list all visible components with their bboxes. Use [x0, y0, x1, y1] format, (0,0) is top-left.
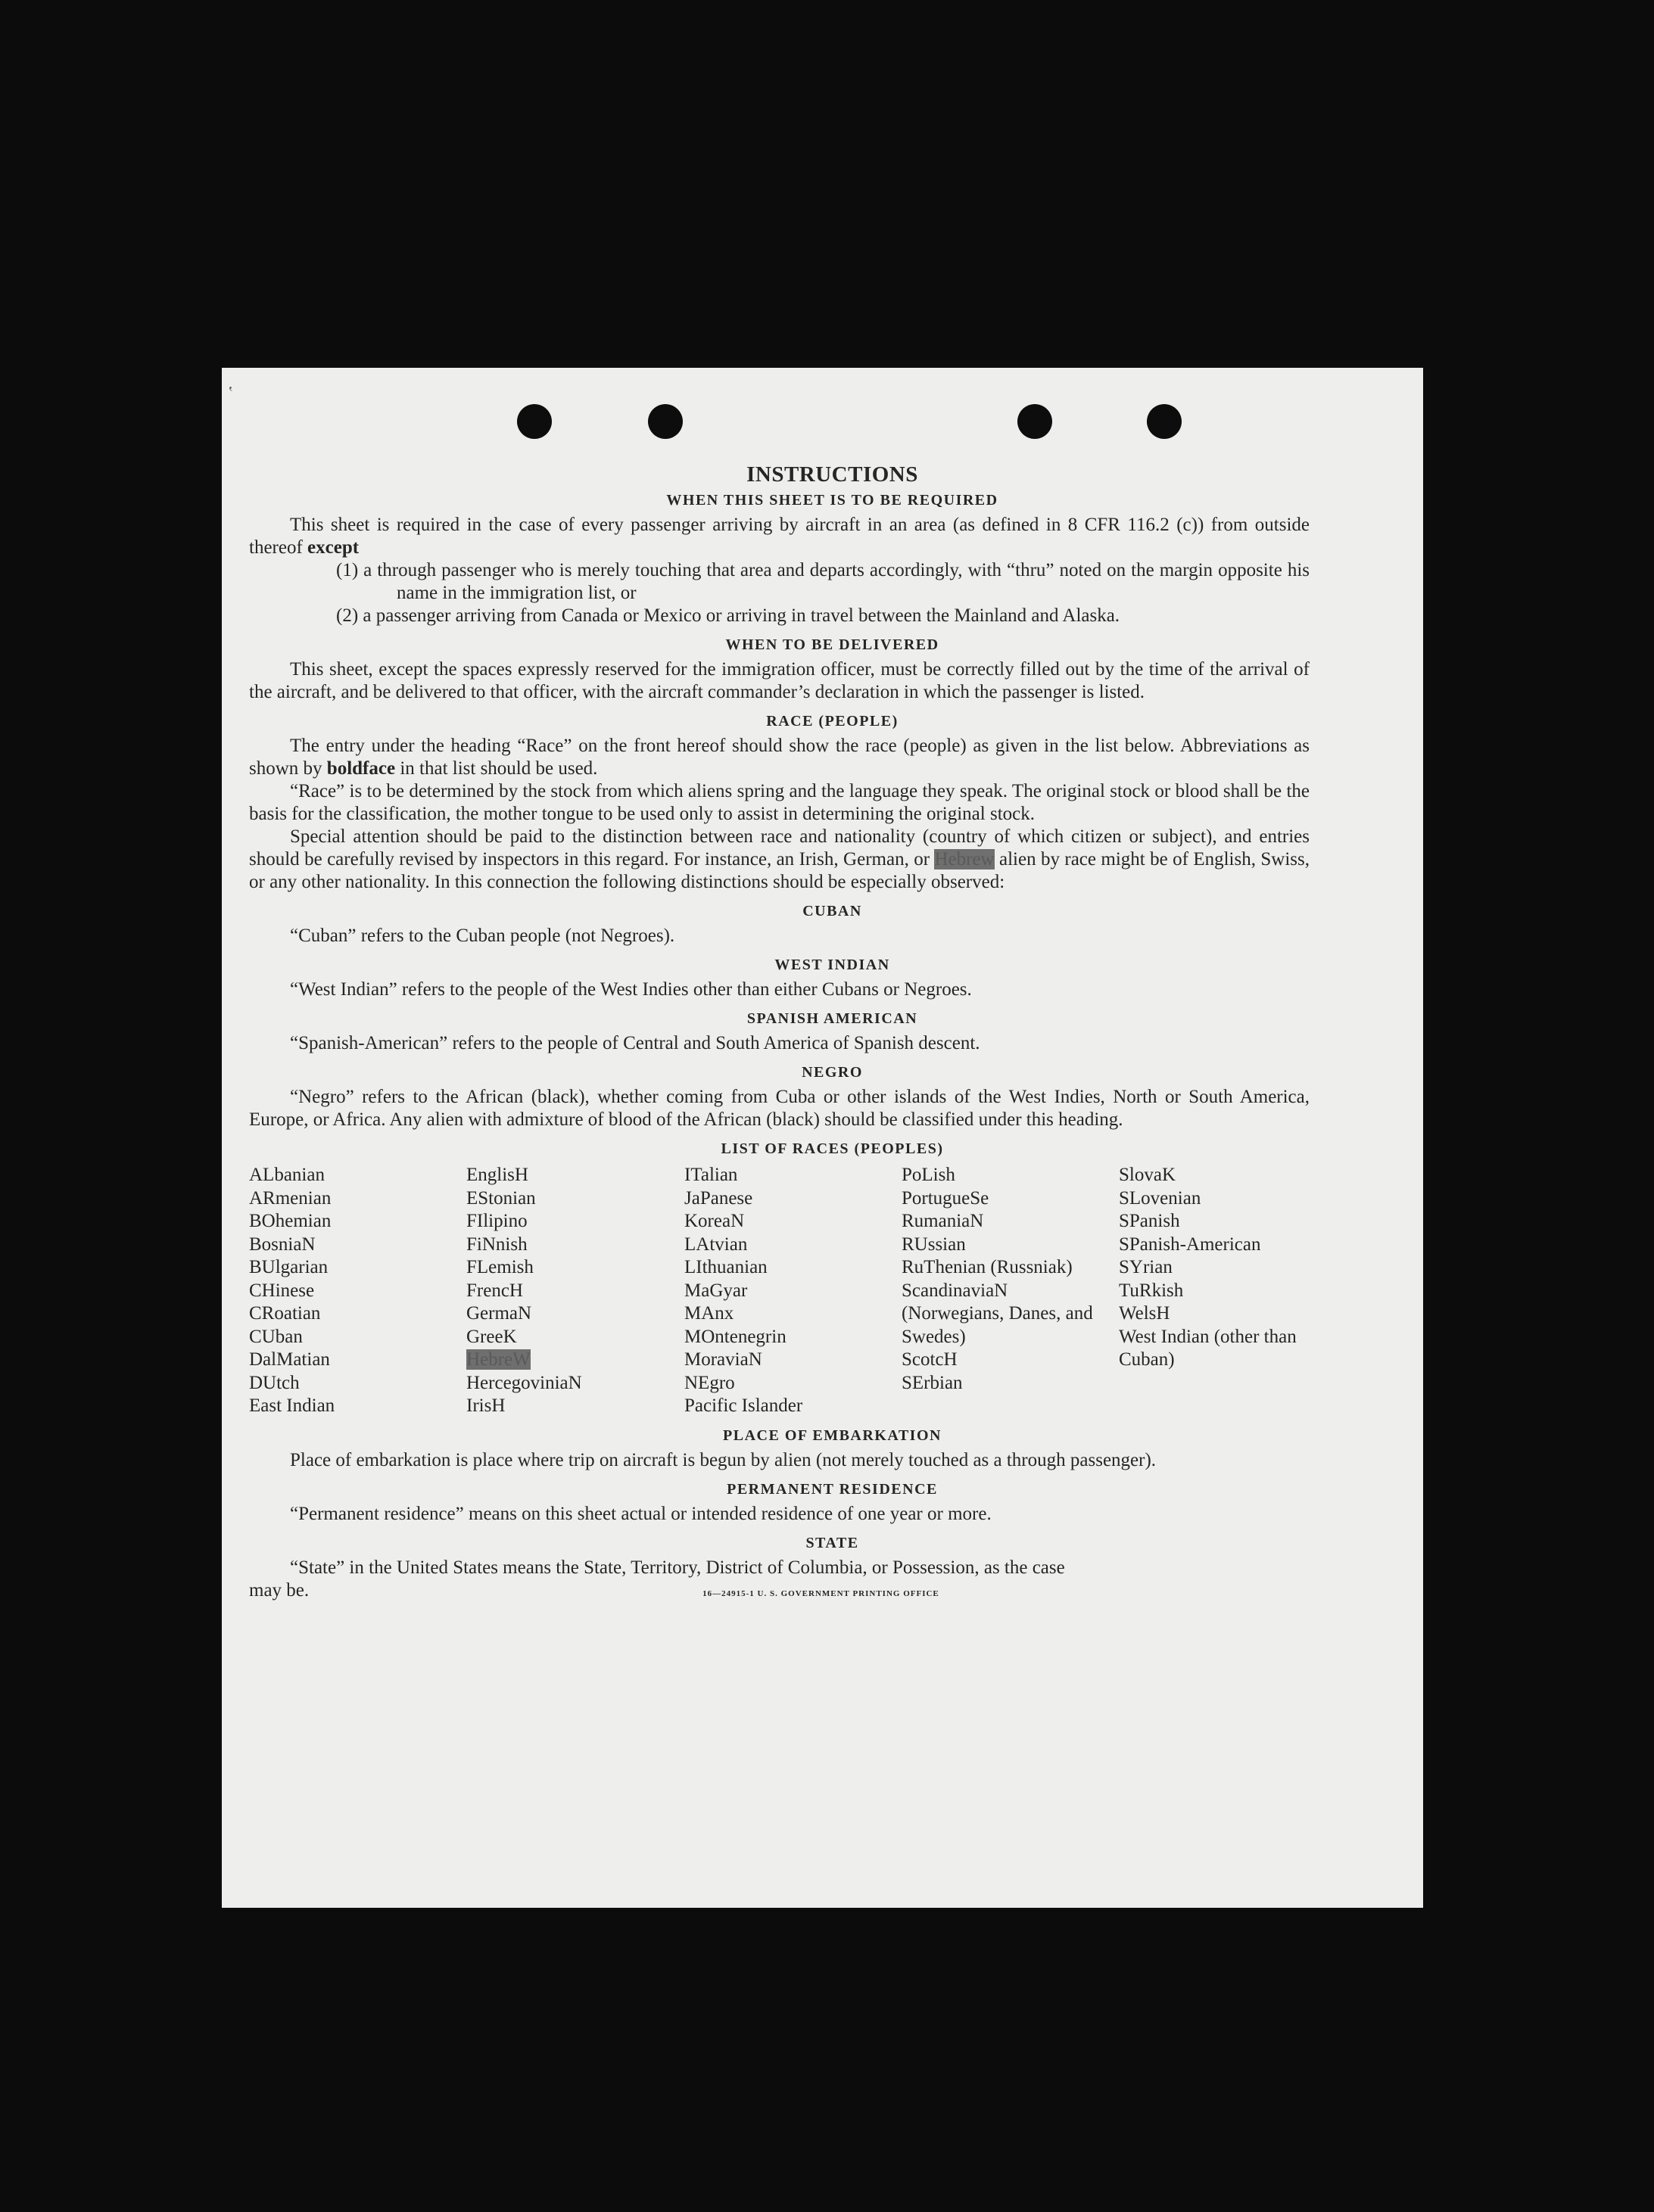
- race-item: DUtch: [249, 1372, 300, 1393]
- paragraph-race-1: The entry under the heading “Race” on the front hereof should show the race (people) as given in the list below. Abbreviations as shown by boldface in that list should be used.: [249, 736, 1310, 779]
- race-item: SlovaK: [1119, 1165, 1176, 1185]
- race-item: SPanish-American: [1119, 1234, 1261, 1255]
- heading-list-of-races: LIST OF RACES (PEOPLES): [721, 1140, 944, 1157]
- heading-when-delivered: WHEN TO BE DELIVERED: [725, 636, 939, 653]
- paragraph-permanent-residence: “Permanent residence” means on this sheet actual or intended residence of one year or more.: [290, 1503, 992, 1524]
- race-item: [466, 1349, 684, 1372]
- race-item: MoraviaN: [684, 1349, 762, 1370]
- race-item: MAnx: [684, 1303, 734, 1324]
- punch-hole: [1147, 404, 1182, 439]
- race-item: EStonian: [466, 1187, 536, 1209]
- race-item: WelsH: [1119, 1303, 1170, 1324]
- race-item: PoLish: [902, 1165, 955, 1185]
- race-item: CUban: [249, 1326, 303, 1347]
- race-item: FrencH: [466, 1280, 523, 1301]
- paragraph-state-end: may be.: [249, 1579, 310, 1601]
- race-item: GreeK: [466, 1326, 517, 1347]
- heading-when-required: WHEN THIS SHEET IS TO BE REQUIRED: [666, 492, 998, 509]
- list-item: (2) a passenger arriving from Canada or Mexico or arriving in travel between the Mainland and Alaska.: [336, 605, 1120, 626]
- race-item: FLemish: [466, 1257, 534, 1277]
- paragraph-west-indian: “West Indian” refers to the people of the West Indies other than either Cubans or Negroes.: [290, 979, 972, 1000]
- paragraph-race-3: Special attention should be paid to the distinction between race and nationality (country of which citizen or subject), and entries should be carefully revised by inspectors in this regard. For instance, an Irish, German, or Hebrew alien by race might be of English, Swiss, or any other nationality. In this connection the following distinctions should be especially observed:: [249, 826, 1310, 892]
- race-item: RUssian: [902, 1234, 966, 1255]
- list-item: (1) a through passenger who is merely touching that area and departs accordingly, with “thru” noted on the margin opposite his name in the immigration list, or: [336, 560, 1310, 603]
- paragraph-race-2: “Race” is to be determined by the stock from which aliens spring and the language they speak. The original stock or blood shall be the basis for the classification, the mother tongue to be used only to assist in determining the original stock.: [249, 781, 1310, 824]
- heading-race: RACE (PEOPLE): [766, 713, 899, 730]
- race-item: DalMatian: [249, 1349, 330, 1370]
- race-item: PortugueSe: [902, 1187, 989, 1209]
- instruction-sheet: [222, 368, 1423, 1908]
- paragraph-when-delivered: This sheet, except the spaces expressly reserved for the immigration officer, must be correctly filled out by the time of the arrival of the aircraft, and be delivered to that officer, with the aircraft commander’s declaration in which the passenger is listed.: [249, 659, 1310, 702]
- races-column-2: [466, 1164, 684, 1418]
- page-title: INSTRUCTIONS: [746, 462, 918, 487]
- race-item: KoreaN: [684, 1211, 745, 1231]
- race-item: GermaN: [466, 1303, 532, 1324]
- race-item: ARmenian: [249, 1187, 332, 1209]
- race-item: RumaniaN: [902, 1211, 984, 1231]
- corner-mark: ʽ: [228, 383, 234, 402]
- race-item: CRoatian: [249, 1303, 321, 1324]
- heading-embarkation: PLACE OF EMBARKATION: [723, 1426, 942, 1444]
- race-item: FIlipino: [466, 1211, 528, 1231]
- race-item: RuThenian (Russniak): [902, 1257, 1073, 1277]
- race-item: MaGyar: [684, 1280, 748, 1301]
- punch-hole: [1017, 404, 1052, 439]
- heading-cuban: CUBAN: [802, 903, 862, 919]
- punch-hole: [648, 404, 683, 439]
- punch-hole: [517, 404, 552, 439]
- race-item: ITalian: [684, 1165, 738, 1185]
- race-item: LAtvian: [684, 1234, 748, 1255]
- race-item: ScandinaviaN (Norwegians, Danes, and Swedes): [902, 1280, 1093, 1347]
- race-item: SErbian: [902, 1372, 963, 1393]
- heading-negro: NEGRO: [802, 1064, 863, 1081]
- paragraph-when-required: This sheet is required in the case of every passenger arriving by aircraft in an area (as defined in 8 CFR 116.2 (c)) from outside thereof except: [249, 515, 1310, 558]
- race-item: JaPanese: [684, 1187, 753, 1209]
- race-item: BosniaN: [249, 1234, 316, 1255]
- race-item: HercegoviniaN: [466, 1372, 582, 1393]
- redacted-word: HebreW: [466, 1349, 531, 1370]
- races-column-4: [902, 1164, 1119, 1418]
- race-item: LIthuanian: [684, 1257, 768, 1277]
- heading-permanent-residence: PERMANENT RESIDENCE: [727, 1480, 938, 1498]
- race-item: Pacific Islander: [684, 1395, 803, 1416]
- race-item: TuRkish: [1119, 1280, 1184, 1301]
- race-item: CHinese: [249, 1280, 315, 1301]
- race-item: FiNnish: [466, 1234, 528, 1255]
- race-item: West Indian (other than Cuban): [1119, 1326, 1297, 1370]
- heading-spanish-american: SPANISH AMERICAN: [746, 1010, 918, 1027]
- race-item: BOhemian: [249, 1211, 332, 1231]
- race-item: SPanish: [1119, 1211, 1180, 1231]
- paragraph-negro: “Negro” refers to the African (black), whether coming from Cuba or other islands of the West Indies, North or South America, Europe, or Africa. Any alien with admixture of blood of the African (black) should be classified under this heading.: [249, 1087, 1310, 1130]
- print-code: 16—24915-1 U. S. GOVERNMENT PRINTING OFFICE: [702, 1588, 939, 1598]
- race-item: MOntenegrin: [684, 1326, 787, 1347]
- heading-state: STATE: [805, 1534, 859, 1551]
- races-table: [249, 1164, 1310, 1418]
- race-item: IrisH: [466, 1395, 506, 1416]
- race-item: EnglisH: [466, 1165, 528, 1185]
- heading-west-indian: WEST INDIAN: [774, 957, 890, 973]
- races-column-5: [1119, 1164, 1313, 1418]
- race-item: ScotcH: [902, 1349, 958, 1370]
- race-item: BUlgarian: [249, 1257, 329, 1277]
- redacted-word: Hebrew: [934, 849, 995, 870]
- paragraph-state: “State” in the United States means the State, Territory, District of Columbia, or Possession, as the case: [290, 1557, 1065, 1578]
- race-item: SYrian: [1119, 1257, 1173, 1277]
- races-column-1: [249, 1164, 466, 1418]
- race-item: SLovenian: [1119, 1187, 1201, 1209]
- paragraph-spanish-american: “Spanish-American” refers to the people of Central and South America of Spanish descent.: [290, 1033, 980, 1053]
- race-item: East Indian: [249, 1395, 335, 1416]
- race-item: NEgro: [684, 1372, 735, 1393]
- paragraph-embarkation: Place of embarkation is place where trip on aircraft is begun by alien (not merely touched as a through passenger).: [290, 1449, 1157, 1470]
- race-item: ALbanian: [249, 1165, 325, 1185]
- races-column-3: [684, 1164, 902, 1418]
- paragraph-cuban: “Cuban” refers to the Cuban people (not Negroes).: [290, 926, 675, 946]
